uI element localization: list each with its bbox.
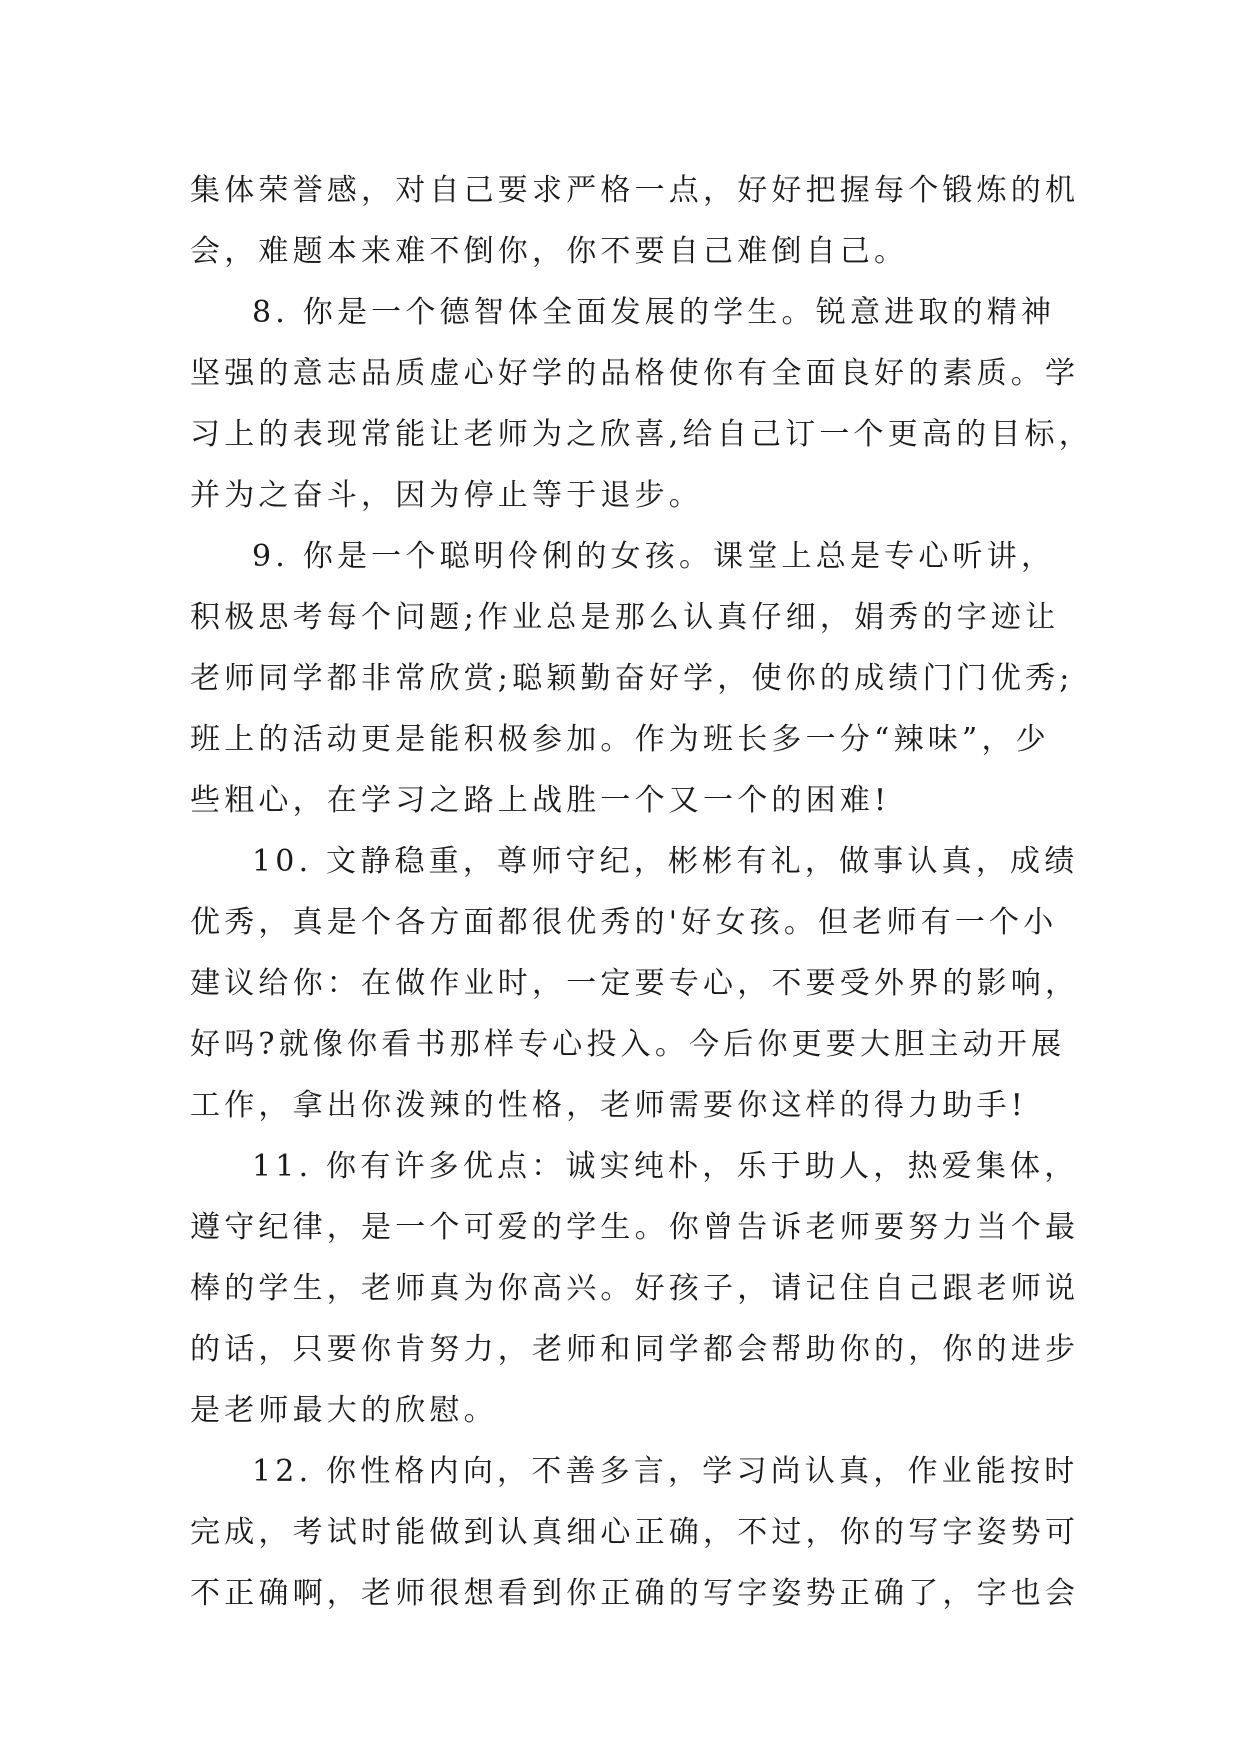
text-line: 建议给你：在做作业时，一定要专心，不要受外界的影响， (190, 966, 1080, 1001)
text-line: 班上的活动更是能积极参加。作为班长多一分“辣味”，少 (190, 722, 1050, 757)
text-line: 是老师最大的欣慰。 (190, 1393, 498, 1428)
text-line: 习上的表现常能让老师为之欣喜,给自己订一个更高的目标， (190, 417, 1093, 452)
text-line: 老师同学都非常欣赏;聪颖勤奋好学，使你的成绩门门优秀; (190, 661, 1074, 696)
text-line: 些粗心，在学习之路上战胜一个又一个的困难! (190, 783, 891, 818)
text-line: 11. 你有许多优点：诚实纯朴，乐于助人，热爱集体， (252, 1149, 1079, 1184)
text-line: 优秀，真是个各方面都很优秀的'好女孩。但老师有一个小 (190, 905, 1058, 940)
text-line: 坚强的意志品质虚心好学的品格使你有全面良好的素质。学 (190, 356, 1080, 391)
document-body (190, 160, 1093, 1624)
text-line: 工作，拿出你泼辣的性格，老师需要你这样的得力助手! (190, 1088, 1028, 1123)
text-line: 9. 你是一个聪明伶俐的女孩。课堂上总是专心听讲， (252, 539, 1056, 574)
text-line: 棒的学生，老师真为你高兴。好孩子，请记住自己跟老师说 (190, 1271, 1080, 1306)
text-line: 会，难题本来难不倒你，你不要自己难倒自己。 (190, 234, 909, 269)
text-line: 的话，只要你肯努力，老师和同学都会帮助你的，你的进步 (190, 1332, 1080, 1367)
text-line: 遵守纪律，是一个可爱的学生。你曾告诉老师要努力当个最 (190, 1210, 1080, 1245)
text-line: 积极思考每个问题;作业总是那么认真仔细，娟秀的字迹让 (190, 600, 1060, 635)
text-line: 完成，考试时能做到认真细心正确，不过，你的写字姿势可 (190, 1515, 1080, 1550)
text-line: 集体荣誉感，对自己要求严格一点，好好把握每个锻炼的机 (190, 173, 1080, 208)
text-line: 8. 你是一个德智体全面发展的学生。锐意进取的精神 (252, 295, 1056, 330)
text-line: 并为之奋斗，因为停止等于退步。 (190, 478, 703, 513)
text-line: 12. 你性格内向，不善多言，学习尚认真，作业能按时 (252, 1454, 1079, 1489)
text-line: 10. 文静稳重，尊师守纪，彬彬有礼，做事认真，成绩 (252, 844, 1079, 879)
text-line: 好吗?就像你看书那样专心投入。今后你更要大胆主动开展 (190, 1027, 1066, 1062)
text-line: 不正确啊，老师很想看到你正确的写字姿势正确了，字也会 (190, 1576, 1080, 1611)
